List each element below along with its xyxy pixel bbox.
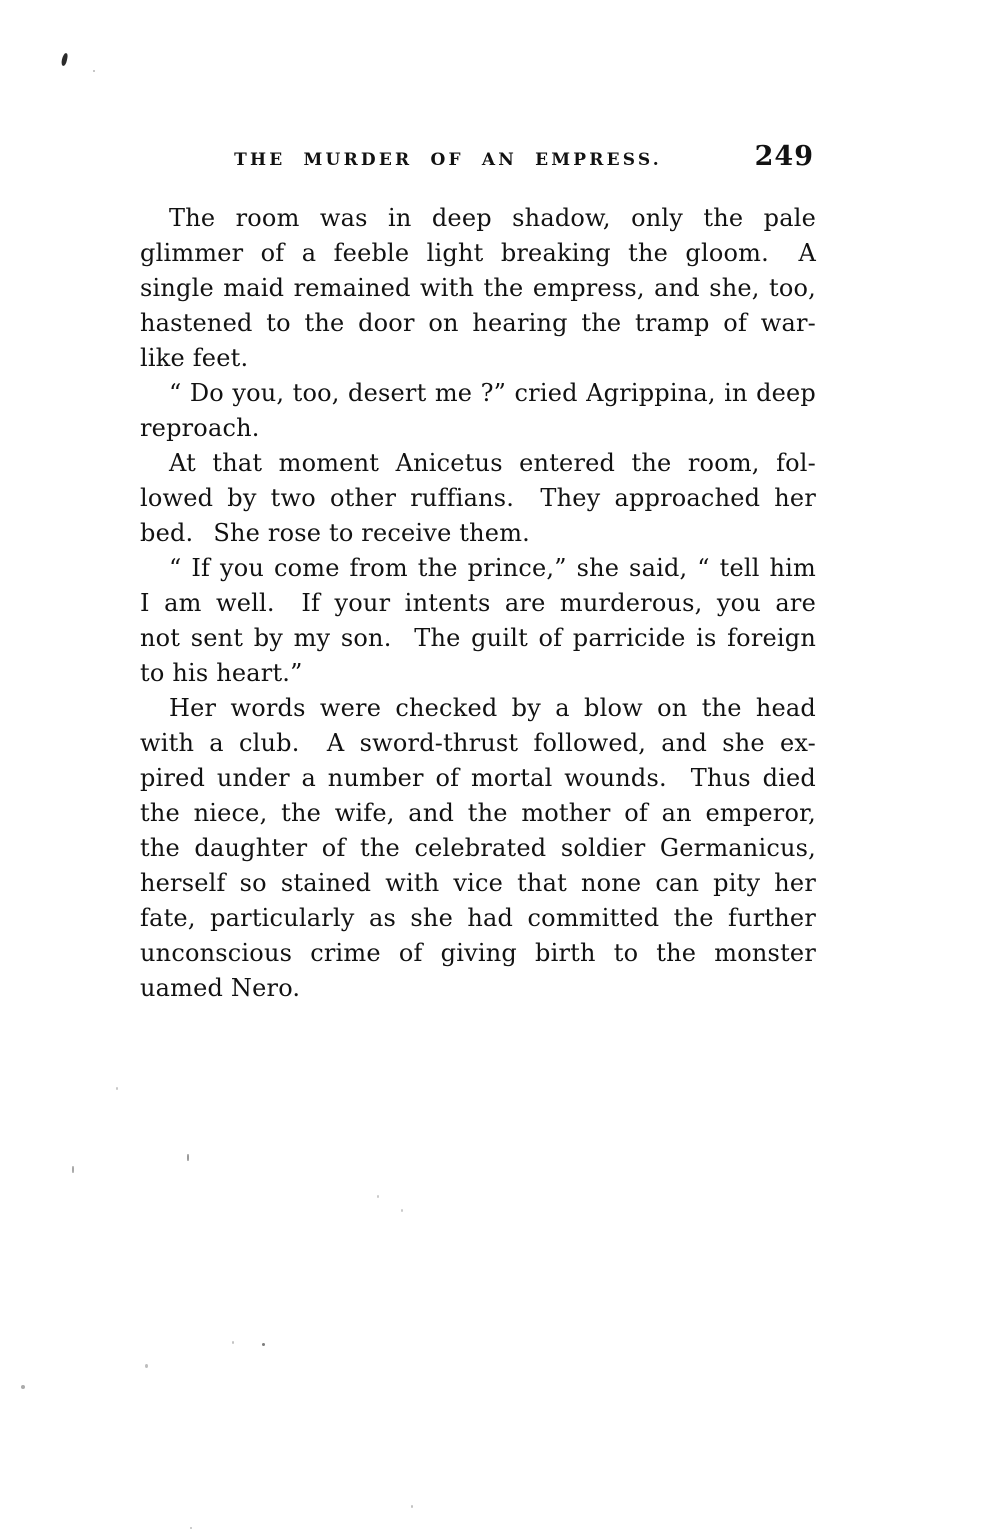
paragraph xyxy=(140,691,816,1006)
text-line: the niece, the wife, and the mother of an emperor, xyxy=(140,799,816,827)
text-line: like feet. xyxy=(140,344,249,372)
text-line: The room was in deep shadow, only the pale xyxy=(169,204,816,232)
ink-speck xyxy=(116,1087,118,1090)
text-line: herself so stained with vice that none can pity her xyxy=(140,869,816,897)
paragraph xyxy=(140,446,816,551)
ink-speck xyxy=(145,1364,148,1368)
text-line: glimmer of a feeble light breaking the gloom. A xyxy=(140,239,816,267)
text-line: “ If you come from the prince,” she said, “ tell him xyxy=(169,554,816,582)
ink-speck xyxy=(411,1505,413,1508)
paragraph xyxy=(140,376,816,446)
text-line: At that moment Anicetus entered the room, fol- xyxy=(169,449,816,477)
ink-speck xyxy=(93,70,95,72)
text-line: unconscious crime of giving birth to the monster xyxy=(140,939,816,967)
text-line: single maid remained with the empress, and she, too, xyxy=(140,274,816,302)
text-line: uamed Nero. xyxy=(140,974,301,1002)
text-block xyxy=(140,201,816,1006)
ink-speck xyxy=(21,1385,25,1389)
text-line: pired under a number of mortal wounds. Thus died xyxy=(140,764,816,792)
ink-speck xyxy=(190,1527,192,1529)
ink-speck xyxy=(72,1166,74,1173)
text-line: reproach. xyxy=(140,414,260,442)
paragraph xyxy=(140,551,816,691)
text-line: to his heart.” xyxy=(140,659,303,687)
text-line: hastened to the door on hearing the tramp of war- xyxy=(140,309,816,337)
paragraph xyxy=(140,201,816,376)
text-line: not sent by my son. The guilt of parricide is foreign xyxy=(140,624,816,652)
text-line: the daughter of the celebrated soldier Germanicus, xyxy=(140,834,816,862)
page-header xyxy=(140,141,816,175)
ink-speck xyxy=(377,1195,379,1198)
text-line: “ Do you, too, desert me ?” cried Agrippina, in deep xyxy=(169,379,816,407)
ink-speck xyxy=(232,1341,234,1344)
ink-speck xyxy=(262,1343,265,1346)
text-line: fate, particularly as she had committed the further xyxy=(140,904,816,932)
text-line: Her words were checked by a blow on the head xyxy=(169,694,816,722)
text-line: bed. She rose to receive them. xyxy=(140,519,530,547)
page-number: 249 xyxy=(754,141,814,172)
text-line: lowed by two other ruffians. They approached her xyxy=(140,484,816,512)
ink-speck xyxy=(401,1209,403,1212)
text-line: with a club. A sword-thrust followed, and she ex- xyxy=(140,729,816,757)
running-title: THE MURDER OF AN EMPRESS. xyxy=(234,150,662,170)
text-line: I am well. If your intents are murderous, you are xyxy=(140,589,816,617)
ink-speck xyxy=(61,53,69,67)
ink-speck xyxy=(187,1154,189,1161)
